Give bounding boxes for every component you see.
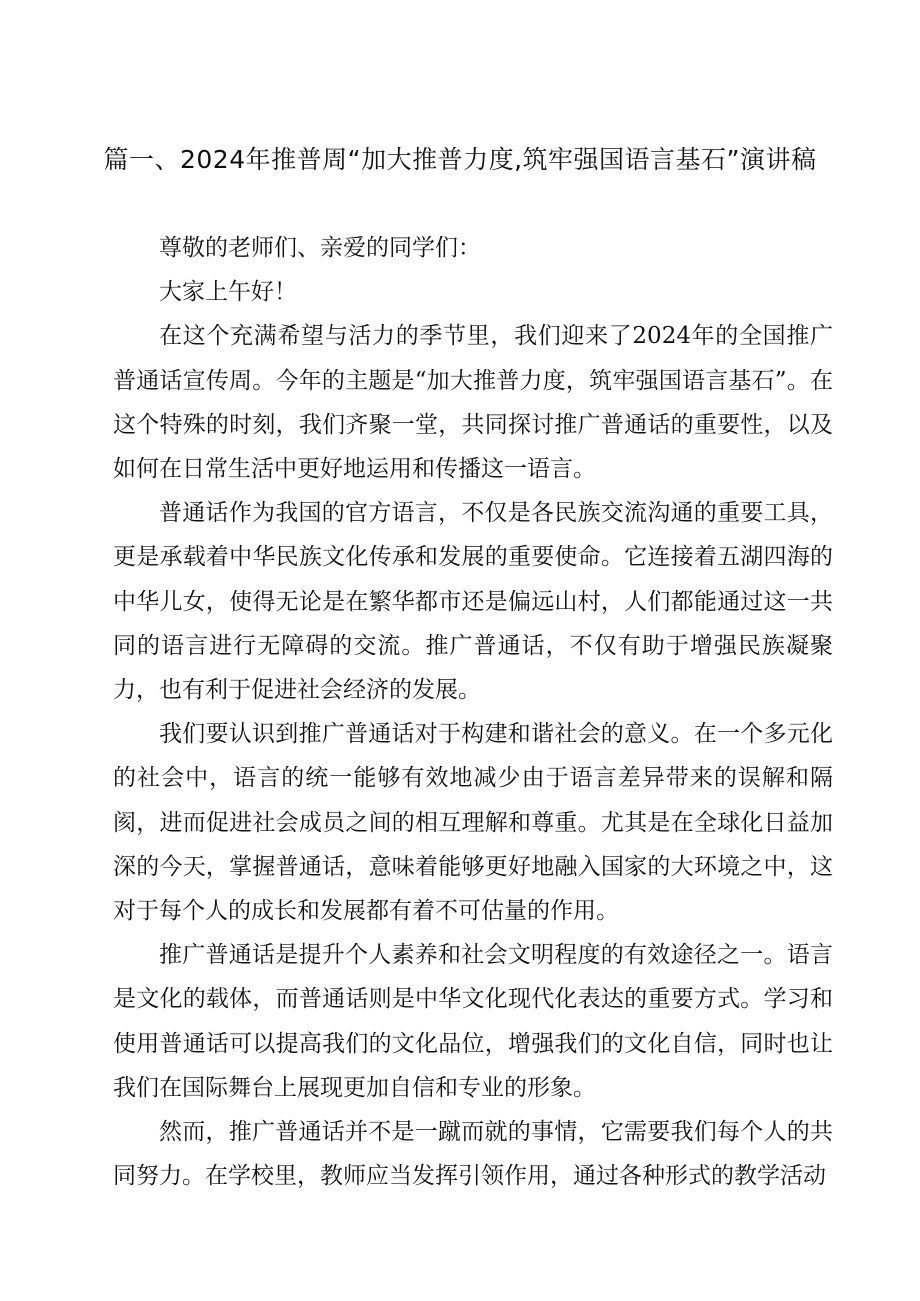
paragraph-4: 推广普通话是提升个人素养和社会文明程度的有效途径之一。语言是文化的载体，而普通话则是中华文化现代化表达的重要方式。学习和使用普通话可以提高我们的文化品位，增强我们的文化自信，同时也让我们在国际舞台上展现更加自信和专业的形象。 — [113, 942, 833, 1101]
paragraph-1: 在这个充满希望与活力的季节里，我们迎来了2024年的全国推广普通话宣传周。今年的主题是“加大推普力度，筑牢强国语言基石”。在这个特殊的时刻，我们齐聚一堂，共同探讨推广普通话的重要性，以及如何在日常生活中更好地运用和传播这一语言。 — [113, 323, 833, 483]
greeting: 大家上午好！ — [159, 279, 297, 306]
document-body — [113, 226, 833, 1198]
document-title: 篇一、2024年推普周“加大推普力度,筑牢强国语言基石”演讲稿 — [103, 145, 817, 174]
salutation: 尊敬的老师们、亲爱的同学们： — [159, 235, 481, 261]
paragraph-2: 普通话作为我国的官方语言，不仅是各民族交流沟通的重要工具，更是承载着中华民族文化传承和发展的重要使命。它连接着五湖四海的中华儿女，使得无论是在繁华都市还是偏远山村，人们都能通过这一共同的语言进行无障碍的交流。推广普通话，不仅有助于增强民族凝聚力，也有利于促进社会经济的发展。 — [113, 500, 833, 704]
paragraph-5: 然而，推广普通话并不是一蹴而就的事情，它需要我们每个人的共同努力。在学校里，教师应当发挥引领作用，通过各种形式的教学活动 — [113, 1119, 833, 1190]
paragraph-3: 我们要认识到推广普通话对于构建和谐社会的意义。在一个多元化的社会中，语言的统一能够有效地减少由于语言差异带来的误解和隔阂，进而促进社会成员之间的相互理解和尊重。尤其是在全球化日益加深的今天，掌握普通话，意味着能够更好地融入国家的大环境之中，这对于每个人的成长和发展都有着不可估量的作用。 — [113, 721, 833, 925]
